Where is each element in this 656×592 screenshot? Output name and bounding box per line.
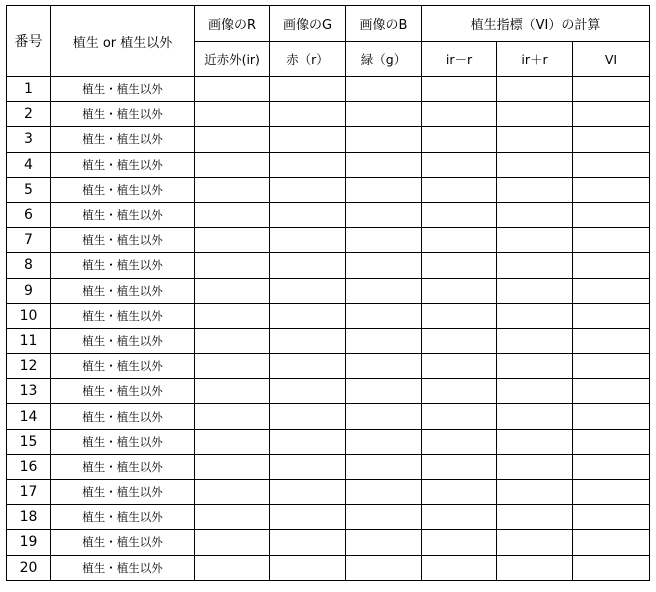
nir-value-cell[interactable] [195, 530, 270, 555]
ir-plus-r-cell[interactable] [497, 379, 573, 404]
ir-minus-r-cell[interactable] [422, 480, 497, 505]
table-row [7, 228, 650, 253]
row-number: 4 [7, 152, 51, 177]
red-value-cell[interactable] [270, 102, 346, 127]
red-value-cell[interactable] [270, 77, 346, 102]
nir-value-cell[interactable] [195, 480, 270, 505]
nir-value-cell[interactable] [195, 77, 270, 102]
vi-value-cell[interactable] [573, 202, 650, 227]
row-number: 5 [7, 177, 51, 202]
green-value-cell[interactable] [346, 404, 422, 429]
header-image-r: 画像のR [195, 6, 270, 42]
veg-choice-cell[interactable]: 植生・植生以外 [51, 202, 195, 227]
ir-minus-r-cell[interactable] [422, 228, 497, 253]
row-number: 13 [7, 379, 51, 404]
nir-value-cell[interactable] [195, 202, 270, 227]
vi-value-cell[interactable] [573, 278, 650, 303]
nir-value-cell[interactable] [195, 454, 270, 479]
nir-value-cell[interactable] [195, 404, 270, 429]
green-value-cell[interactable] [346, 303, 422, 328]
table-row [7, 530, 650, 555]
table-row [7, 152, 650, 177]
green-value-cell[interactable] [346, 328, 422, 353]
vi-value-cell[interactable] [573, 530, 650, 555]
nir-value-cell[interactable] [195, 102, 270, 127]
vi-value-cell[interactable] [573, 253, 650, 278]
ir-minus-r-cell[interactable] [422, 328, 497, 353]
green-value-cell[interactable] [346, 454, 422, 479]
table-row [7, 253, 650, 278]
row-number: 19 [7, 530, 51, 555]
header-vi: VI [573, 42, 650, 77]
veg-choice-cell[interactable]: 植生・植生以外 [51, 127, 195, 152]
header-red: 赤（r） [270, 42, 346, 77]
table-row [7, 303, 650, 328]
nir-value-cell[interactable] [195, 177, 270, 202]
nir-value-cell[interactable] [195, 505, 270, 530]
vi-value-cell[interactable] [573, 480, 650, 505]
red-value-cell[interactable] [270, 429, 346, 454]
header-ir-plus-r: ir＋r [497, 42, 573, 77]
ir-minus-r-cell[interactable] [422, 202, 497, 227]
veg-choice-cell[interactable]: 植生・植生以外 [51, 429, 195, 454]
table-row [7, 77, 650, 102]
ir-plus-r-cell[interactable] [497, 102, 573, 127]
veg-choice-cell[interactable]: 植生・植生以外 [51, 404, 195, 429]
ir-minus-r-cell[interactable] [422, 278, 497, 303]
header-green: 緑（g） [346, 42, 422, 77]
table-row [7, 102, 650, 127]
ir-plus-r-cell[interactable] [497, 480, 573, 505]
red-value-cell[interactable] [270, 480, 346, 505]
veg-choice-cell[interactable]: 植生・植生以外 [51, 454, 195, 479]
green-value-cell[interactable] [346, 354, 422, 379]
ir-plus-r-cell[interactable] [497, 328, 573, 353]
ir-minus-r-cell[interactable] [422, 454, 497, 479]
header-veg-or-not: 植生 or 植生以外 [51, 6, 195, 77]
vegetation-index-worksheet [6, 5, 650, 581]
ir-minus-r-cell[interactable] [422, 505, 497, 530]
header-vi-calc: 植生指標（VI）の計算 [422, 6, 650, 42]
table-row [7, 429, 650, 454]
table-row [7, 379, 650, 404]
header-number: 番号 [7, 6, 51, 77]
table-row [7, 202, 650, 227]
vi-value-cell[interactable] [573, 177, 650, 202]
veg-choice-cell[interactable]: 植生・植生以外 [51, 278, 195, 303]
veg-choice-cell[interactable]: 植生・植生以外 [51, 505, 195, 530]
vi-value-cell[interactable] [573, 404, 650, 429]
ir-plus-r-cell[interactable] [497, 303, 573, 328]
nir-value-cell[interactable] [195, 379, 270, 404]
table-row [7, 454, 650, 479]
red-value-cell[interactable] [270, 228, 346, 253]
green-value-cell[interactable] [346, 228, 422, 253]
veg-choice-cell[interactable]: 植生・植生以外 [51, 77, 195, 102]
ir-plus-r-cell[interactable] [497, 228, 573, 253]
vi-value-cell[interactable] [573, 152, 650, 177]
table-row [7, 328, 650, 353]
row-number: 20 [7, 555, 51, 580]
row-number: 8 [7, 253, 51, 278]
table-row [7, 480, 650, 505]
green-value-cell[interactable] [346, 127, 422, 152]
red-value-cell[interactable] [270, 303, 346, 328]
vi-value-cell[interactable] [573, 555, 650, 580]
table-row [7, 278, 650, 303]
nir-value-cell[interactable] [195, 127, 270, 152]
nir-value-cell[interactable] [195, 278, 270, 303]
ir-plus-r-cell[interactable] [497, 278, 573, 303]
red-value-cell[interactable] [270, 555, 346, 580]
nir-value-cell[interactable] [195, 354, 270, 379]
red-value-cell[interactable] [270, 152, 346, 177]
ir-plus-r-cell[interactable] [497, 202, 573, 227]
veg-choice-cell[interactable]: 植生・植生以外 [51, 379, 195, 404]
ir-plus-r-cell[interactable] [497, 253, 573, 278]
ir-plus-r-cell[interactable] [497, 127, 573, 152]
veg-choice-cell[interactable]: 植生・植生以外 [51, 354, 195, 379]
nir-value-cell[interactable] [195, 429, 270, 454]
green-value-cell[interactable] [346, 555, 422, 580]
red-value-cell[interactable] [270, 202, 346, 227]
ir-plus-r-cell[interactable] [497, 429, 573, 454]
vi-value-cell[interactable] [573, 505, 650, 530]
green-value-cell[interactable] [346, 202, 422, 227]
veg-choice-cell[interactable]: 植生・植生以外 [51, 328, 195, 353]
header-image-b: 画像のB [346, 6, 422, 42]
green-value-cell[interactable] [346, 152, 422, 177]
ir-plus-r-cell[interactable] [497, 77, 573, 102]
row-number: 11 [7, 328, 51, 353]
red-value-cell[interactable] [270, 328, 346, 353]
nir-value-cell[interactable] [195, 253, 270, 278]
row-number: 12 [7, 354, 51, 379]
vi-value-cell[interactable] [573, 328, 650, 353]
ir-plus-r-cell[interactable] [497, 530, 573, 555]
ir-minus-r-cell[interactable] [422, 77, 497, 102]
vi-value-cell[interactable] [573, 379, 650, 404]
veg-choice-cell[interactable]: 植生・植生以外 [51, 177, 195, 202]
header-ir-minus-r: ir－r [422, 42, 497, 77]
red-value-cell[interactable] [270, 379, 346, 404]
row-number: 10 [7, 303, 51, 328]
row-number: 7 [7, 228, 51, 253]
table-row [7, 505, 650, 530]
green-value-cell[interactable] [346, 253, 422, 278]
ir-minus-r-cell[interactable] [422, 379, 497, 404]
nir-value-cell[interactable] [195, 555, 270, 580]
row-number: 6 [7, 202, 51, 227]
row-number: 18 [7, 505, 51, 530]
veg-choice-cell[interactable]: 植生・植生以外 [51, 480, 195, 505]
ir-minus-r-cell[interactable] [422, 429, 497, 454]
ir-minus-r-cell[interactable] [422, 404, 497, 429]
table-row [7, 555, 650, 580]
green-value-cell[interactable] [346, 429, 422, 454]
vi-value-cell[interactable] [573, 354, 650, 379]
green-value-cell[interactable] [346, 379, 422, 404]
row-number: 16 [7, 454, 51, 479]
green-value-cell[interactable] [346, 102, 422, 127]
nir-value-cell[interactable] [195, 328, 270, 353]
vi-value-cell[interactable] [573, 102, 650, 127]
table-row [7, 127, 650, 152]
ir-minus-r-cell[interactable] [422, 177, 497, 202]
row-number: 15 [7, 429, 51, 454]
vi-value-cell[interactable] [573, 77, 650, 102]
vi-value-cell[interactable] [573, 228, 650, 253]
red-value-cell[interactable] [270, 354, 346, 379]
veg-choice-cell[interactable]: 植生・植生以外 [51, 152, 195, 177]
ir-plus-r-cell[interactable] [497, 177, 573, 202]
green-value-cell[interactable] [346, 505, 422, 530]
table-row [7, 177, 650, 202]
veg-choice-cell[interactable]: 植生・植生以外 [51, 228, 195, 253]
table-row [7, 354, 650, 379]
green-value-cell[interactable] [346, 530, 422, 555]
ir-minus-r-cell[interactable] [422, 253, 497, 278]
ir-plus-r-cell[interactable] [497, 505, 573, 530]
row-number: 2 [7, 102, 51, 127]
veg-choice-cell[interactable]: 植生・植生以外 [51, 530, 195, 555]
red-value-cell[interactable] [270, 127, 346, 152]
veg-choice-cell[interactable]: 植生・植生以外 [51, 555, 195, 580]
red-value-cell[interactable] [270, 505, 346, 530]
row-number: 3 [7, 127, 51, 152]
vi-value-cell[interactable] [573, 127, 650, 152]
vi-value-cell[interactable] [573, 429, 650, 454]
table-row [7, 404, 650, 429]
ir-minus-r-cell[interactable] [422, 127, 497, 152]
ir-minus-r-cell[interactable] [422, 102, 497, 127]
header-nir: 近赤外(ir) [195, 42, 270, 77]
red-value-cell[interactable] [270, 404, 346, 429]
red-value-cell[interactable] [270, 253, 346, 278]
ir-plus-r-cell[interactable] [497, 152, 573, 177]
nir-value-cell[interactable] [195, 228, 270, 253]
ir-plus-r-cell[interactable] [497, 354, 573, 379]
vi-value-cell[interactable] [573, 454, 650, 479]
veg-choice-cell[interactable]: 植生・植生以外 [51, 253, 195, 278]
ir-plus-r-cell[interactable] [497, 404, 573, 429]
ir-plus-r-cell[interactable] [497, 454, 573, 479]
red-value-cell[interactable] [270, 278, 346, 303]
ir-minus-r-cell[interactable] [422, 555, 497, 580]
nir-value-cell[interactable] [195, 152, 270, 177]
veg-choice-cell[interactable]: 植生・植生以外 [51, 303, 195, 328]
vi-value-cell[interactable] [573, 303, 650, 328]
green-value-cell[interactable] [346, 77, 422, 102]
ir-plus-r-cell[interactable] [497, 555, 573, 580]
red-value-cell[interactable] [270, 454, 346, 479]
red-value-cell[interactable] [270, 530, 346, 555]
row-number: 1 [7, 77, 51, 102]
green-value-cell[interactable] [346, 278, 422, 303]
table-body [7, 77, 650, 581]
ir-minus-r-cell[interactable] [422, 354, 497, 379]
green-value-cell[interactable] [346, 480, 422, 505]
veg-choice-cell[interactable]: 植生・植生以外 [51, 102, 195, 127]
green-value-cell[interactable] [346, 177, 422, 202]
ir-minus-r-cell[interactable] [422, 530, 497, 555]
row-number: 14 [7, 404, 51, 429]
row-number: 17 [7, 480, 51, 505]
ir-minus-r-cell[interactable] [422, 303, 497, 328]
header-image-g: 画像のG [270, 6, 346, 42]
nir-value-cell[interactable] [195, 303, 270, 328]
row-number: 9 [7, 278, 51, 303]
ir-minus-r-cell[interactable] [422, 152, 497, 177]
red-value-cell[interactable] [270, 177, 346, 202]
